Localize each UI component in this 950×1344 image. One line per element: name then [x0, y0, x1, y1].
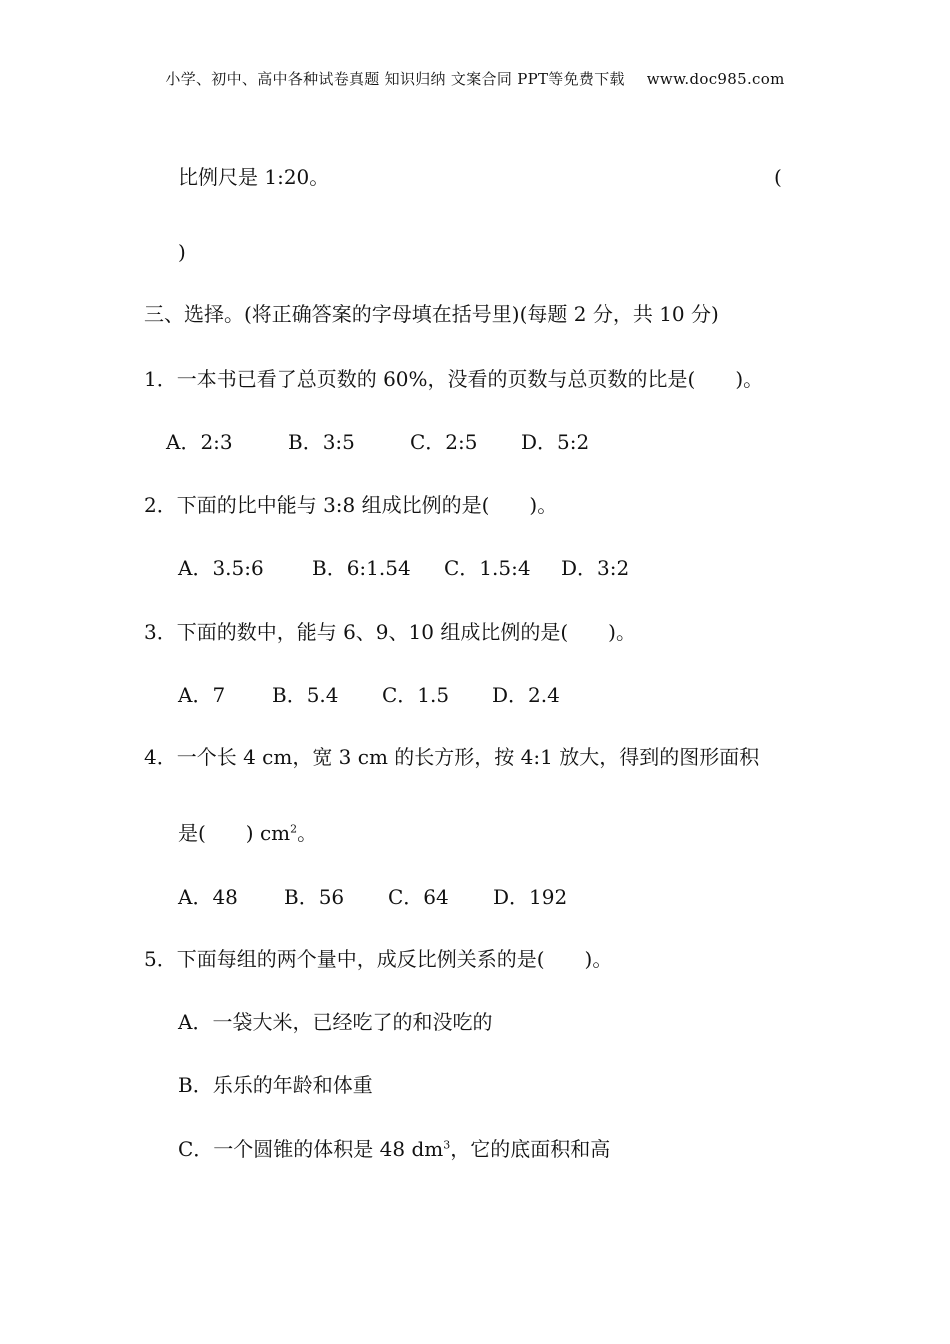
question-1-option-c: C．2:5: [410, 430, 478, 454]
carryover-open-paren: (: [774, 165, 782, 189]
question-5-option-b: B．乐乐的年龄和体重: [178, 1073, 373, 1097]
question-3-option-d: D．2.4: [492, 683, 560, 707]
question-3-stem: 3．下面的数中，能与 6、9、10 组成比例的是( )。: [144, 620, 636, 644]
question-4-stem-cont-text: 是( ) cm: [178, 821, 291, 845]
question-2-option-c: C．1.5:4: [444, 556, 531, 580]
question-5-stem: 5．下面每组的两个量中，成反比例关系的是( )。: [144, 947, 613, 971]
carryover-close-paren: ): [178, 240, 186, 264]
question-1-option-a: A．2:3: [166, 430, 233, 454]
question-4-stem-cont-end: 。: [297, 821, 318, 845]
question-2-stem: 2．下面的比中能与 3:8 组成比例的是( )。: [144, 493, 558, 517]
question-2-option-b: B．6:1.54: [312, 556, 411, 580]
question-2-options: [178, 556, 629, 580]
question-3-option-c: C．1.5: [382, 683, 450, 707]
header-text: 小学、初中、高中各种试卷真题 知识归纳 文案合同 PPT等免费下载: [165, 70, 625, 88]
question-3-option-a: A．7: [178, 683, 226, 707]
question-4-stem-continued: [178, 821, 317, 845]
question-2-option-d: D．3:2: [561, 556, 630, 580]
question-4-stem: 4．一个长 4 cm，宽 3 cm 的长方形，按 4:1 放大，得到的图形面积: [144, 745, 760, 769]
carryover-text: 比例尺是 1:20。: [178, 165, 330, 189]
question-1-option-d: D．5:2: [521, 430, 590, 454]
question-5-option-a: A．一袋大米，已经吃了的和没吃的: [178, 1010, 493, 1034]
question-4-option-d: D．192: [493, 885, 568, 909]
page-header: [0, 68, 950, 89]
question-5-option-c-tail: ，它的底面积和高: [450, 1137, 611, 1161]
question-4-superscript: 2: [290, 822, 298, 836]
question-5-option-c-text: C．一个圆锥的体积是 48 dm: [178, 1137, 444, 1161]
question-2-option-a: A．3.5:6: [178, 556, 264, 580]
section-title: 三、选择。(将正确答案的字母填在括号里)(每题 2 分，共 10 分): [144, 302, 719, 326]
question-4-option-a: A．48: [178, 885, 238, 909]
question-4-option-b: B．56: [284, 885, 345, 909]
header-site: www.doc985.com: [646, 70, 785, 88]
question-3-option-b: B．5.4: [272, 683, 339, 707]
question-1-options: [166, 430, 589, 454]
question-1-option-b: B．3:5: [288, 430, 355, 454]
question-4-option-c: C．64: [388, 885, 449, 909]
question-5-option-c-superscript: 3: [443, 1138, 451, 1152]
question-3-options: [178, 683, 560, 707]
question-4-options: [178, 885, 567, 909]
question-1-stem: 1．一本书已看了总页数的 60%，没看的页数与总页数的比是( )。: [144, 367, 764, 391]
question-5-option-c: [178, 1137, 610, 1161]
